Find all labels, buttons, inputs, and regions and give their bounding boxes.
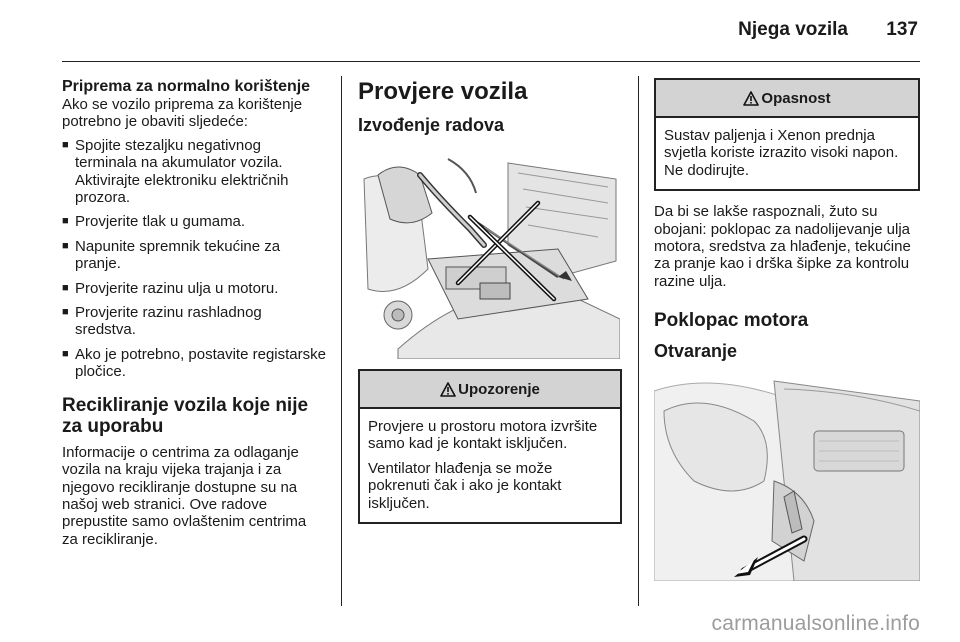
engine-bay-drawing [358, 149, 620, 359]
recycle-heading: Recikliranje vozila koje nije za uporabu [62, 394, 309, 437]
warning-box [358, 369, 622, 524]
warning-text: Provjere u prostoru motora izvršite samo kad je kontakt isključen. [368, 418, 598, 453]
warning-title: Upozorenje [458, 380, 540, 398]
list-item: ■ Provjerite razinu rashladnog sredstva. [62, 304, 262, 339]
middle-column [358, 78, 622, 524]
header-rule [62, 61, 920, 62]
right-column [654, 78, 920, 581]
bullet-icon: ■ [62, 215, 69, 228]
prep-intro: Ako se vozilo priprema za korištenje potrebno je obaviti sljedeće: [62, 96, 303, 131]
warning-triangle-icon [440, 382, 456, 397]
list-item: ■ Provjerite tlak u gumama. [62, 213, 246, 231]
left-column [62, 78, 326, 548]
danger-text: Sustav paljenja i Xenon prednja svjetla koriste izrazito visoki napon. Ne dodirujte. [664, 127, 899, 179]
bullet-icon: ■ [62, 347, 69, 360]
column-divider [341, 76, 342, 606]
bullet-icon: ■ [62, 138, 69, 151]
list-item: ■ Spojite stezaljku negativnog terminala na akumulator vozila. Aktivirajte elektroniku električnih prozora. [62, 136, 289, 207]
warning-body [360, 409, 620, 522]
bullet-icon: ■ [62, 281, 69, 294]
danger-title: Opasnost [761, 89, 831, 107]
danger-body [656, 118, 918, 189]
bullet-icon: ■ [62, 239, 69, 252]
bullet-icon: ■ [62, 306, 69, 319]
list-item: ■ Ako je potrebno, postavite registarske pločice. [62, 345, 326, 381]
warning-header [360, 371, 620, 409]
engine-bay-illustration [358, 149, 620, 359]
list-item: ■ Napunite spremnik tekućine za pranje. [62, 237, 281, 273]
page-header [0, 0, 960, 62]
watermark: carmanualsonline.info [711, 612, 920, 635]
warning-triangle-icon [743, 91, 759, 106]
page-number: 137 [886, 19, 918, 40]
prep-list [62, 137, 326, 381]
recycle-text: Informacije o centrima za odlaganje vozila na kraju vijeka trajanja i za njegovo recikliranje dostupne su na našoj web stranici. Ove radove prepustite samo ovlaštenim centrima za recikliranje. [62, 443, 307, 548]
yellow-parts-text: Da bi se lakše raspoznali, žuto su obojani: poklopac za nadolijevanje ulja motora, sredstva za hlađenje, tekućine za pranje kao i drška šipke za kontrolu razine ulja. [654, 203, 911, 290]
hood-release-illustration [654, 371, 920, 581]
hood-subheading: Otvaranje [654, 341, 738, 362]
column-divider [638, 76, 639, 606]
list-item: ■ Provjerite razinu ulja u motoru. [62, 279, 279, 297]
warning-text: Ventilator hlađenja se može pokrenuti čak i ako je kontakt isključen. [368, 459, 562, 512]
hood-heading: Poklopac motora [654, 310, 809, 332]
danger-box [654, 78, 920, 191]
page-title: Njega vozila [738, 19, 848, 40]
sub-heading: Izvođenje radova [358, 115, 505, 135]
hood-release-drawing [654, 371, 920, 581]
section-heading: Provjere vozila [358, 78, 528, 105]
prep-heading: Priprema za normalno korištenje [62, 78, 311, 95]
danger-header [656, 80, 918, 118]
